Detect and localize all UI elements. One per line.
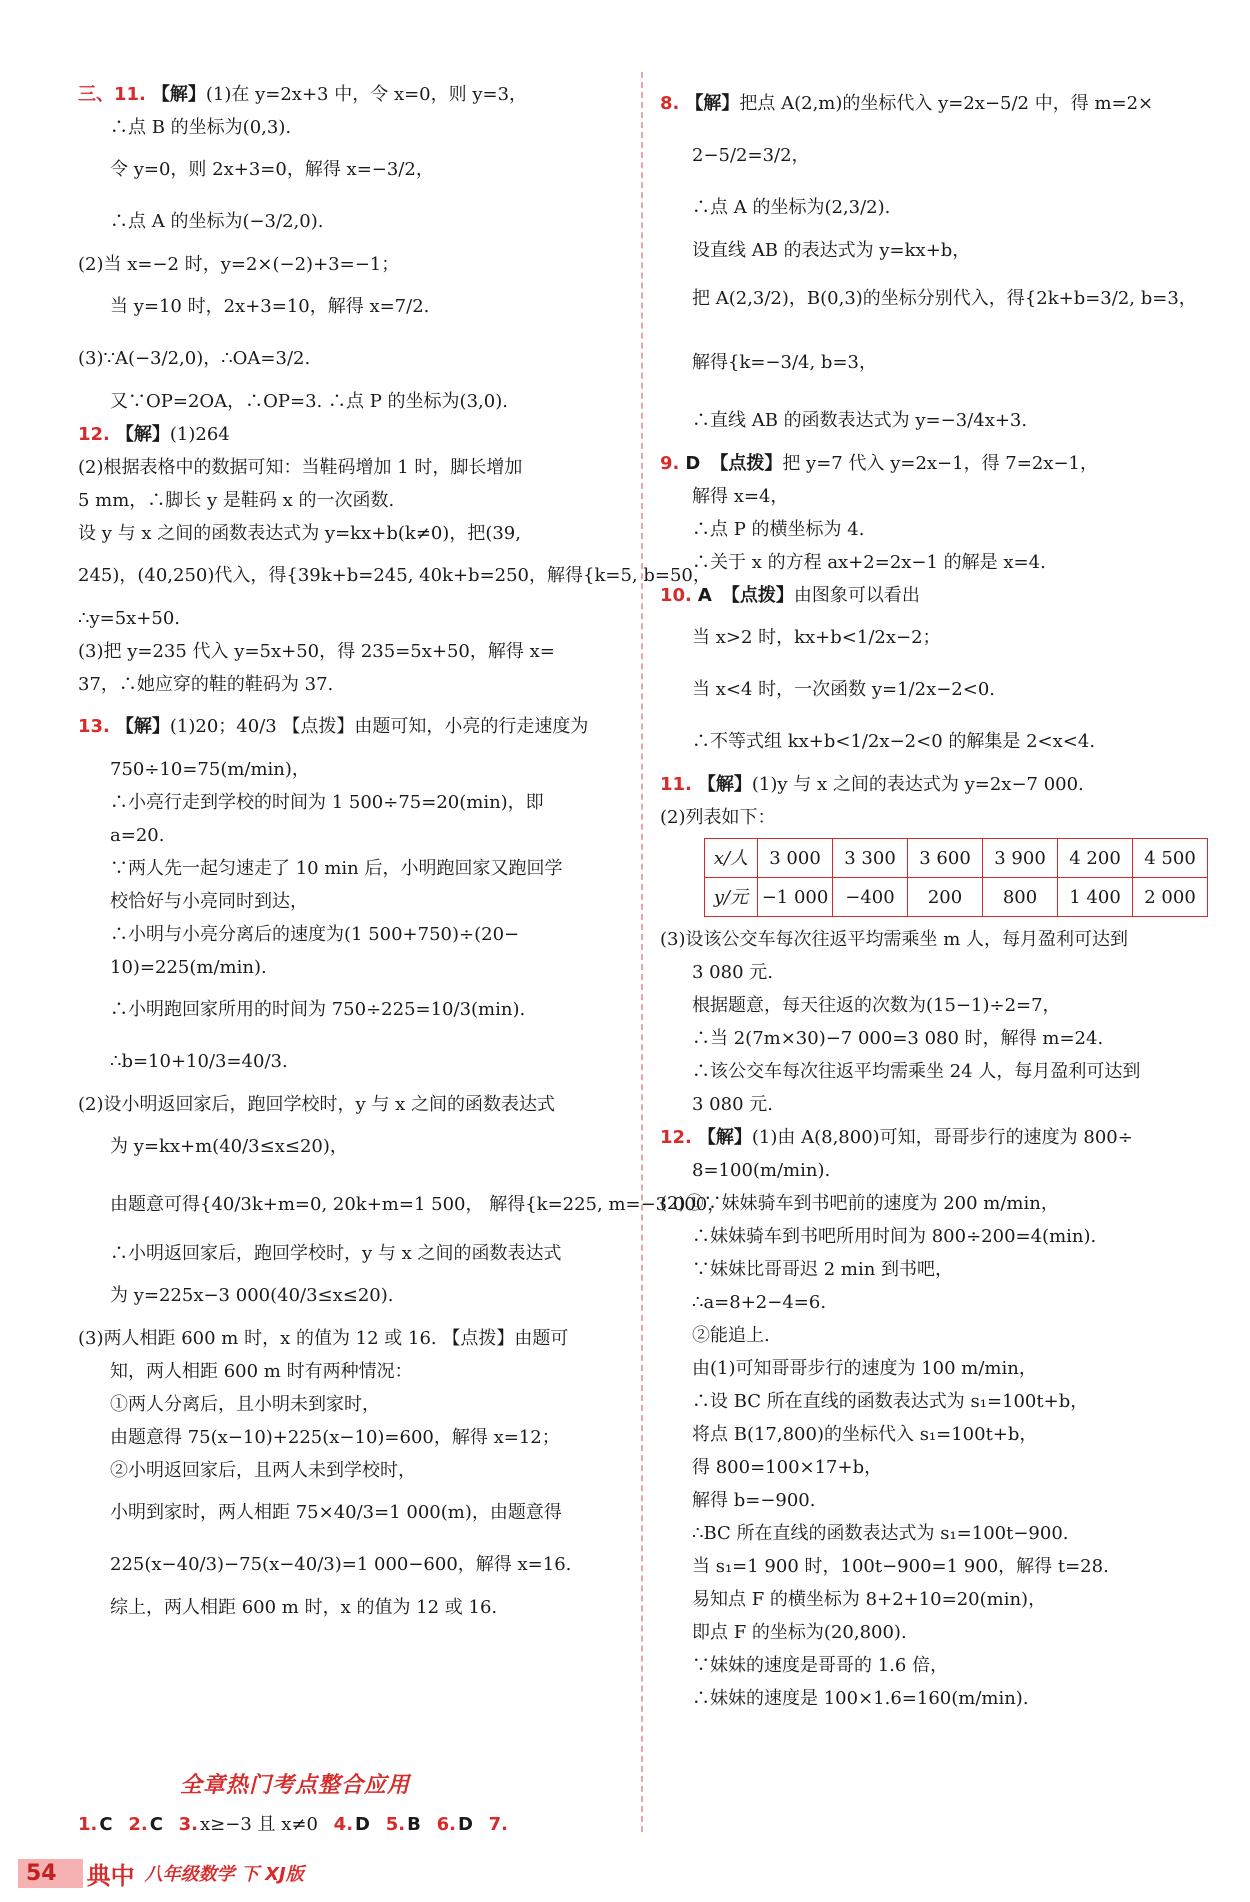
text-line [78,1421,623,1454]
line-text: 知，两人相距 600 m 时有两种情况： [110,1361,413,1382]
question-number: 7. [488,1814,509,1835]
line-text: 得 800=100×17+b， [692,1457,883,1478]
question-number: 12. [660,1127,692,1148]
line-text: 245)，(40,250)代入，得{39k+b=245, 40k+b=250，解得{k=5, b=50， [78,565,711,586]
line-text: ∴b=10+10/3=40/3. [110,1051,288,1072]
line-text: (3)设该公交车每次往返平均需乘坐 m 人，每月盈利可达到 [660,929,1129,950]
line-text: (1)在 y=2x+3 中，令 x=0，则 y=3， [205,84,528,105]
question-number: 11. [660,774,692,795]
table-cell: 200 [908,878,983,917]
solution-tag: 【解】 [697,774,752,795]
data-table [704,838,1208,917]
text-line [660,182,1220,234]
text-line [660,1253,1220,1286]
text-line [78,144,623,196]
text-line [78,1121,623,1173]
solution-tag: 【点拨】 [721,585,794,606]
line-text: 把 y=7 代入 y=2x−1，得 7=2x−1， [782,453,1098,474]
text-line [660,1451,1220,1484]
line-text: 综上，两人相距 600 m 时，x 的值为 12 或 16. [110,1597,498,1618]
line-text: 当 x<4 时，一次函数 y=1/2x−2<0. [692,679,996,700]
line-text: 5 mm，∴脚长 y 是鞋码 x 的一次函数. [78,490,395,511]
text-line [660,447,1220,480]
text-line [78,786,623,819]
text-line [660,1616,1220,1649]
line-text: a=20. [110,825,165,846]
text-line [78,281,623,333]
text-line [660,1088,1220,1121]
table-cell: 4 500 [1133,839,1208,878]
text-line [78,111,623,144]
column-divider [641,72,643,1832]
line-text: (1)由 A(8,800)可知，哥哥步行的速度为 800÷ [751,1127,1133,1148]
page-footer [18,1855,304,1891]
text-line [78,1036,623,1088]
text-line [660,130,1220,182]
solution-tag: 【点拨】 [710,453,783,474]
text-line [660,612,1220,664]
text-line [660,1583,1220,1616]
text-line [660,1352,1220,1385]
line-text: 设直线 AB 的表达式为 y=kx+b， [692,240,971,261]
text-line [78,984,623,1036]
table-cell: 3 900 [983,839,1058,878]
text-line [78,248,623,281]
text-line [660,1121,1220,1154]
solution-tag: 【解】 [697,1127,752,1148]
text-line [78,1454,623,1487]
section-title: 全章热门考点整合应用 [180,1773,411,1798]
text-line [78,484,623,517]
question-number: 2. [128,1814,148,1835]
text-line [660,1022,1220,1055]
page-number: 54 [18,1859,83,1888]
line-text: ∴当 2(7m×30)−7 000=3 080 时，解得 m=24. [692,1028,1104,1049]
text-line [660,1550,1220,1583]
line-text: (3)两人相距 600 m 时，x 的值为 12 或 16. 【点拨】由题可 [78,1328,569,1349]
text-line [78,602,623,635]
line-text: (3)∵A(−3/2,0)，∴OA=3/2. [78,348,311,369]
text-line [660,801,1220,834]
line-text: 小明到家时，两人相距 75×40/3=1 000(m)，由题意得 [110,1502,562,1523]
table-cell: 2 000 [1133,878,1208,917]
question-number: 5. [385,1814,406,1835]
line-text: 令 y=0，则 2x+3=0，解得 x=−3/2， [110,159,434,180]
text-line [660,579,1220,612]
table-header-cell: y/元 [705,878,758,917]
line-text: 设 y 与 x 之间的函数表达式为 y=kx+b(k≠0)，把(39, [78,523,521,544]
table-cell: 4 200 [1058,839,1133,878]
line-text: (3)把 y=235 代入 y=5x+50，得 235=5x+50，解得 x= [78,641,555,662]
text-line [78,753,623,786]
text-line [78,885,623,918]
text-line [78,1355,623,1388]
line-text: 10)=225(m/min). [110,957,267,978]
line-text: (1)20；40/3 【点拨】由题可知，小亮的行走速度为 [169,716,589,737]
solution-tag: 【解】 [151,84,206,105]
line-text: ∴不等式组 kx+b<1/2x−2<0 的解集是 2<x<4. [692,731,1096,752]
line-text: 当 x>2 时，kx+b<1/2x−2； [692,627,941,648]
line-text: 解得{k=−3/4, b=3， [692,352,877,373]
line-text: ∴点 A 的坐标为(−3/2,0). [110,211,324,232]
line-text: 37，∴她应穿的鞋的鞋码为 37. [78,674,334,695]
answer: x≥−3 且 x≠0 [200,1814,318,1835]
line-text: ∴妹妹的速度是 100×1.6=160(m/min). [692,1688,1029,1709]
text-line [78,333,623,385]
line-text: 又∵OP=2OA，∴OP=3. ∴点 P 的坐标为(3,0). [110,391,508,412]
text-line [78,451,623,484]
text-line [660,768,1220,801]
text-line [78,1270,623,1322]
text-line [660,1517,1220,1550]
question-number: 6. [436,1814,456,1835]
text-line [78,1388,623,1421]
text-line [660,1055,1220,1088]
right-column [660,78,1220,1715]
table-row [705,839,1208,878]
answer-letter: A [697,585,712,606]
line-text: ∴小明与小亮分离后的速度为(1 500+750)÷(20− [110,924,520,945]
text-line [660,989,1220,1022]
line-text: 由图象可以看出 [793,585,920,606]
text-line [78,668,623,701]
question-number: 10. [660,585,692,606]
line-text: 当 s₁=1 900 时，100t−900=1 900，解得 t=28. [692,1556,1109,1577]
answer: B [407,1814,421,1835]
question-number: 三、11. [78,84,146,105]
text-line [660,513,1220,546]
line-text: ②能追上. [692,1325,770,1346]
text-line [78,819,623,852]
line-text: 当 y=10 时，2x+3=10，解得 x=7/2. [110,296,430,317]
text-line [660,267,1220,331]
line-text: ①两人分离后，且小明未到家时， [110,1394,380,1415]
text-line [660,331,1220,395]
line-text: 解得 b=−900. [692,1490,816,1511]
line-text: 由题意得 75(x−10)+225(x−10)=600，解得 x=12； [110,1427,560,1448]
answer-letter: D [685,453,701,474]
text-line [660,716,1220,768]
line-text: ∵两人先一起匀速走了 10 min 后，小明跑回家又跑回学 [110,858,563,879]
solution-tag: 【解】 [115,424,170,445]
table-cell: 800 [983,878,1058,917]
answer: D [457,1814,473,1835]
text-line [660,546,1220,579]
line-text: (1)y 与 x 之间的表达式为 y=2x−7 000. [751,774,1084,795]
text-line [78,1237,623,1270]
line-text: ∴小亮行走到学校的时间为 1 500÷75=20(min)，即 [110,792,544,813]
line-text: 225(x−40/3)−75(x−40/3)=1 000−600，解得 x=16. [110,1554,572,1575]
line-text: (2)列表如下： [660,807,776,828]
line-text: ∴小明跑回家所用的时间为 750÷225=10/3(min). [110,999,526,1020]
text-line [660,1484,1220,1517]
line-text: 即点 F 的坐标为(20,800). [692,1622,907,1643]
question-number: 12. [78,424,110,445]
text-line [78,1173,726,1237]
line-text: ∵妹妹比哥哥迟 2 min 到书吧， [692,1259,954,1280]
line-text: 将点 B(17,800)的坐标代入 s₁=100t+b， [692,1424,1038,1445]
table-row [705,878,1208,917]
question-number: 3. [178,1814,199,1835]
table-cell: −1 000 [758,878,833,917]
table-cell: 3 300 [833,839,908,878]
line-text: 8=100(m/min). [692,1160,831,1181]
line-text: ∴设 BC 所在直线的函数表达式为 s₁=100t+b， [692,1391,1089,1412]
text-line [78,1322,623,1355]
text-line [78,1539,623,1591]
text-line [660,1319,1220,1352]
text-line [660,1385,1220,1418]
line-text: ∴点 A 的坐标为(2,3/2). [692,197,891,218]
text-line [660,1187,1220,1220]
answer: D [355,1814,370,1835]
line-text: 校恰好与小亮同时到达， [110,891,308,912]
question-number: 13. [78,716,110,737]
table-cell: −400 [833,878,908,917]
text-line [78,918,623,951]
question-number: 1. [78,1814,98,1835]
right-block-2 [660,923,1220,1715]
text-line [78,701,623,753]
line-text: ∴小明返回家后，跑回学校时，y 与 x 之间的函数表达式 [110,1243,562,1264]
question-number: 4. [333,1814,354,1835]
line-text: 2−5/2=3/2， [692,145,810,166]
line-text: ∴y=5x+50. [78,608,181,629]
line-text: 为 y=kx+m(40/3≤x≤20)， [110,1136,348,1157]
text-line [78,517,623,550]
text-line [78,1591,623,1624]
text-line [660,480,1220,513]
line-text: ∴该公交车每次往返平均需乘坐 24 人，每月盈利可达到 [692,1061,1141,1082]
line-text: 把 A(2,3/2)，B(0,3)的坐标分别代入，得{2k+b=3/2, b=3， [692,288,1197,309]
text-line [660,664,1220,716]
line-text: 750÷10=75(m/min)， [110,759,310,780]
text-line [78,418,623,451]
text-line [660,1682,1220,1715]
table-cell: 3 600 [908,839,983,878]
book-title: 八年级数学 下 XJ版 [144,1864,304,1885]
answer: C [99,1814,113,1835]
quick-answers [78,1810,520,1836]
text-line [660,1649,1220,1682]
text-line [78,78,623,111]
line-text: ∵妹妹的速度是哥哥的 1.6 倍， [692,1655,949,1676]
line-text: 解得 x=4， [692,486,789,507]
line-text: (2)当 x=−2 时，y=2×(−2)+3=−1； [78,254,400,275]
line-text: ∴a=8+2−4=6. [692,1292,827,1313]
text-line [78,385,623,418]
line-text: ∴BC 所在直线的函数表达式为 s₁=100t−900. [692,1523,1069,1544]
text-line [660,1154,1220,1187]
line-text: ∴点 B 的坐标为(0,3). [110,117,292,138]
line-text: (2)根据表格中的数据可知：当鞋码增加 1 时，脚长增加 [78,457,523,478]
line-text: ∴直线 AB 的函数表达式为 y=−3/4x+3. [692,410,1028,431]
answer: C [149,1814,163,1835]
brand-logo: 典中 [86,1861,135,1890]
text-line [660,78,1220,130]
text-line [660,1418,1220,1451]
text-line [660,956,1220,989]
line-text: (2)①∵妹妹骑车到书吧前的速度为 200 m/min， [660,1193,1059,1214]
line-text: (2)设小明返回家后，跑回学校时，y 与 x 之间的函数表达式 [78,1094,555,1115]
line-text: 为 y=225x−3 000(40/3≤x≤20). [110,1285,394,1306]
text-line [660,234,1220,267]
text-line [78,852,623,885]
line-text: 由(1)可知哥哥步行的速度为 100 m/min， [692,1358,1037,1379]
line-text: 根据题意，每天往返的次数为(15−1)÷2=7， [692,995,1061,1016]
solution-tag: 【解】 [115,716,170,737]
line-text: ∴关于 x 的方程 ax+2=2x−1 的解是 x=4. [692,552,1046,573]
line-text: ∴妹妹骑车到书吧所用时间为 800÷200=4(min). [692,1226,1097,1247]
text-line [660,1286,1220,1319]
solution-tag: 【解】 [685,93,740,114]
text-line [78,635,623,668]
line-text: ∴点 P 的横坐标为 4. [692,519,865,540]
text-line [78,1088,623,1121]
line-text: 由题意可得{40/3k+m=0, 20k+m=1 500， 解得{k=225, m=−3 000， [110,1194,726,1215]
line-text: 3 080 元. [692,1094,773,1115]
line-text: ②小明返回家后，且两人未到学校时， [110,1460,416,1481]
line-text: 易知点 F 的横坐标为 8+2+10=20(min)， [692,1589,1047,1610]
table-cell: 3 000 [758,839,833,878]
line-text: 3 080 元. [692,962,773,983]
question-number: 8. [660,93,680,114]
line-text: 把点 A(2,m)的坐标代入 y=2x−5/2 中，得 m=2× [739,93,1154,114]
text-line [660,1220,1220,1253]
right-block-1 [660,78,1220,834]
text-line [660,395,1220,447]
table-cell: 1 400 [1058,878,1133,917]
question-number: 9. [660,453,680,474]
text-line [78,1487,623,1539]
line-text: (1)264 [169,424,230,445]
table-header-cell: x/人 [705,839,758,878]
text-line [78,951,623,984]
text-line [660,923,1220,956]
text-line [78,196,623,248]
